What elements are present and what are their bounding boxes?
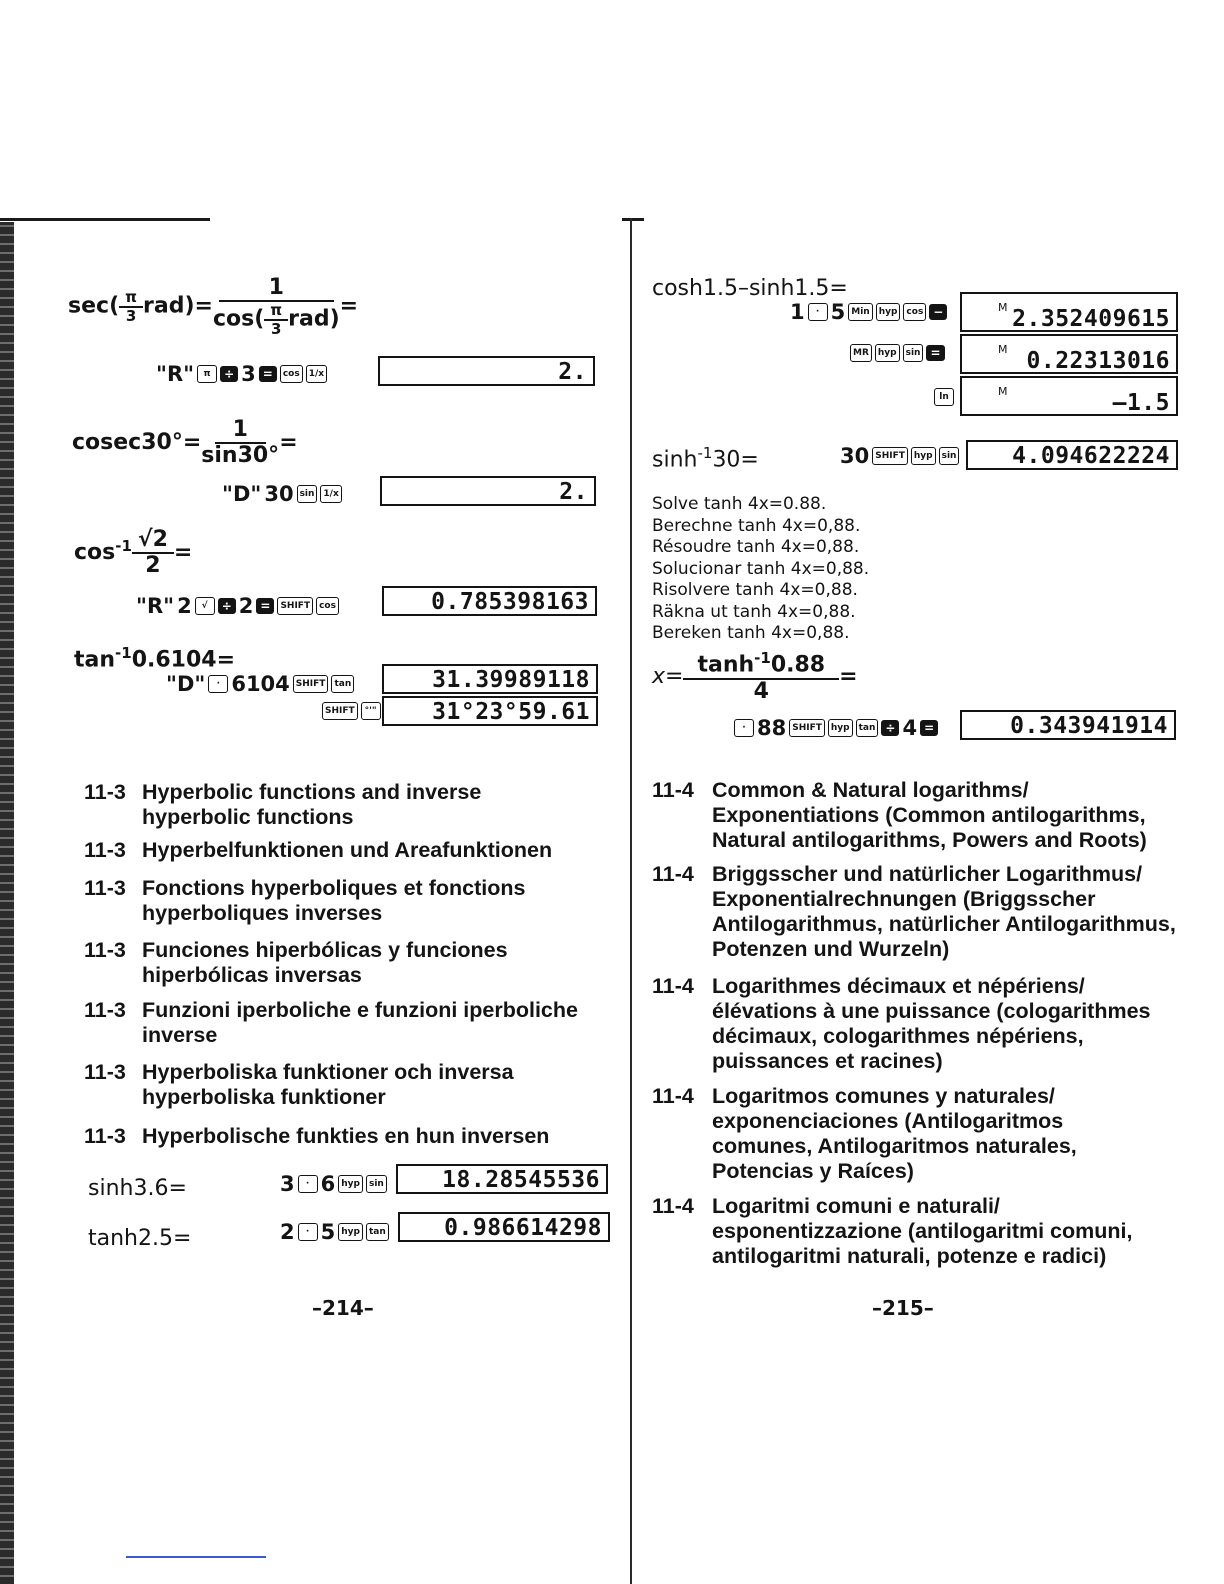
ln-result-display (960, 376, 1178, 416)
section-number: 11-3 (84, 998, 126, 1022)
difference-result-display (960, 334, 1178, 374)
heading-11-4-it (652, 1194, 1182, 1269)
top-rule-left (0, 218, 210, 221)
ln-key[interactable]: ln (934, 388, 954, 406)
heading-text: Logaritmos comunes y naturales/ exponenciaciones (Antilogaritmos comunes, Antilogaritmos naturales, Potencias y Raíces) (712, 1084, 1077, 1183)
solve-line-sv: Räkna ut tanh 4x=0,88. (652, 601, 856, 622)
atan-label: tan (74, 647, 116, 673)
minus-key[interactable]: − (929, 304, 947, 320)
atan-argument: 0.6104 (131, 647, 217, 673)
tanh-keystrokes (280, 1220, 389, 1244)
decimal-key[interactable]: · (734, 719, 754, 737)
x-denominator: 4 (753, 678, 769, 704)
mode-deg: "D" (222, 482, 262, 506)
solve-line-nl: Bereken tanh 4x=0,88. (652, 623, 850, 643)
section-number: 11-4 (652, 778, 694, 802)
equals-key[interactable]: = (926, 345, 944, 361)
tan-key[interactable]: tan (366, 1223, 389, 1241)
shift-key[interactable]: SHIFT (293, 675, 329, 693)
sinh-label: sinh3.6= (88, 1176, 187, 1201)
sinh-recall-keystrokes (850, 344, 945, 362)
solve-line-es: Solucionar tanh 4x=0,88. (652, 558, 870, 579)
heading-11-4-es (652, 1084, 1182, 1184)
left-page-shadow (0, 222, 14, 1584)
heading-text: Hyperbolic functions and inverse hyperbolic functions (142, 780, 482, 829)
key-digits: 5 (320, 1220, 336, 1244)
section-number: 11-3 (84, 838, 126, 862)
divide-key[interactable]: ÷ (218, 598, 236, 614)
section-number: 11-4 (652, 974, 694, 998)
divide-key[interactable]: ÷ (881, 720, 899, 736)
tanh-result-display: 0.986614298 (398, 1212, 610, 1242)
inverse-superscript: -1 (754, 649, 771, 667)
equals-sign: = (173, 540, 193, 566)
atan-dms-display: 31°23°59.61 (382, 696, 598, 726)
cosec-result-display: 2. (380, 476, 596, 506)
heading-11-4-de (652, 862, 1182, 962)
heading-text: Funzioni iperboliche e funzioni iperboliche inverse (142, 998, 578, 1047)
sin-key[interactable]: sin (903, 344, 924, 362)
decimal-key[interactable]: · (808, 303, 828, 321)
decimal-key[interactable]: · (208, 675, 228, 693)
difference-value: 0.22313016 (1026, 348, 1170, 374)
solve-line-it: Risolvere tanh 4x=0,88. (652, 580, 858, 600)
cosec-label: cosec30° (72, 430, 183, 456)
sec-label: sec (68, 293, 110, 319)
pi-key[interactable]: π (197, 365, 217, 383)
key-digits: 1 (790, 300, 805, 324)
mode-rad: "R" (156, 362, 195, 386)
decimal-key[interactable]: · (298, 1223, 318, 1241)
acos-result-display: 0.785398163 (382, 586, 597, 616)
min-key[interactable]: Min (848, 303, 872, 321)
heading-text: Hyperbolische funkties en hun inversen (142, 1124, 550, 1148)
x-keystrokes (734, 716, 938, 740)
sqrt-key[interactable]: √ (195, 597, 215, 615)
cos-key[interactable]: cos (316, 597, 339, 615)
asinh-result-display: 4.094622224 (966, 440, 1178, 470)
cosec-equation (72, 418, 298, 468)
section-number: 11-4 (652, 1194, 694, 1218)
section-number: 11-3 (84, 1060, 126, 1084)
mr-key[interactable]: MR (850, 344, 872, 362)
heading-text: Fonctions hyperboliques et fonctions hyperboliques inverses (142, 876, 526, 925)
tanh-argument: 0.88 (770, 652, 826, 678)
heading-11-3-fr (84, 876, 604, 926)
heading-11-3-de (84, 838, 624, 863)
solve-instructions (652, 494, 869, 645)
sec-den-unit: rad (288, 306, 330, 332)
sinh-keystrokes (280, 1172, 387, 1196)
sec-frac-num: π (119, 289, 143, 308)
page-number-left: –214– (312, 1296, 374, 1320)
heading-text: Logaritmi comuni e naturali/ esponentizzazione (antilogaritmi comuni, antilogaritmi naturali, potenze e radici) (712, 1194, 1133, 1268)
heading-11-4-fr (652, 974, 1182, 1074)
decimal-key[interactable]: · (298, 1175, 318, 1193)
atan-dms-keystrokes (322, 702, 381, 720)
heading-11-3-en (84, 780, 564, 830)
key-digits: 3 (280, 1172, 295, 1196)
solve-line-de: Berechne tanh 4x=0,88. (652, 515, 861, 536)
cos-key[interactable]: cos (903, 303, 926, 321)
x-label: x= (652, 663, 684, 689)
mode-rad: "R" (136, 594, 175, 618)
tan-key[interactable]: tan (856, 719, 879, 737)
shift-key[interactable]: SHIFT (789, 719, 825, 737)
key-digits: 2 (238, 594, 254, 618)
cosh-value: 2.352409615 (1012, 306, 1170, 332)
book-spine (630, 218, 632, 1584)
heading-11-3-nl (84, 1124, 624, 1149)
key-digits: 6104 (231, 672, 290, 696)
hyp-key[interactable]: hyp (875, 344, 900, 362)
solve-line-en: Solve tanh 4x=0.88. (652, 494, 827, 514)
sin-key[interactable]: sin (939, 447, 960, 465)
key-digits: 2 (177, 594, 192, 618)
tan-key[interactable]: tan (331, 675, 354, 693)
shift-key[interactable]: SHIFT (277, 597, 313, 615)
atan-keystrokes (166, 672, 354, 696)
sec-den-frac-den: 3 (270, 319, 282, 338)
acos-equation (74, 528, 192, 578)
dms-key[interactable]: °'" (361, 702, 381, 720)
heading-11-3-es (84, 938, 604, 988)
atan-equation (74, 644, 235, 672)
cosec-denominator: sin30° (201, 443, 280, 469)
equals-sign: = (216, 647, 236, 673)
cosh-label: cosh1.5–sinh1.5= (652, 276, 848, 301)
key-digits: 88 (757, 716, 787, 740)
sec-den-fn: cos (212, 306, 255, 332)
key-digits: 30 (840, 444, 870, 468)
key-digits: 6 (320, 1172, 336, 1196)
key-digits: 30 (264, 482, 294, 506)
memory-indicator: M (998, 343, 1008, 356)
section-number: 11-4 (652, 862, 694, 886)
section-number: 11-3 (84, 1124, 126, 1148)
reciprocal-key[interactable]: 1/x (320, 485, 341, 503)
mode-deg: "D" (166, 672, 206, 696)
x-equation (652, 650, 858, 704)
heading-text: Briggsscher und natürlicher Logarithmus/ Exponentialrechnungen (Briggsscher Antilogarithmus, natürlicher Antilogarithmus, Potenzen und Wurzeln) (712, 862, 1176, 961)
spine-top-mark (622, 218, 644, 221)
heading-11-4-en (652, 778, 1182, 853)
solve-line-fr: Résoudre tanh 4x=0,88. (652, 537, 860, 557)
ln-value: –1.5 (1112, 390, 1170, 416)
key-digits: 3 (241, 362, 256, 386)
reciprocal-key[interactable]: 1/x (306, 365, 327, 383)
asinh-label: sinh (652, 447, 698, 473)
equals-key[interactable]: = (256, 598, 274, 614)
section-number: 11-3 (84, 780, 126, 804)
acos-denominator: 2 (145, 553, 161, 579)
tanh-label: tanh2.5= (88, 1226, 192, 1251)
cosec-numerator: 1 (215, 418, 266, 444)
equals-key[interactable]: = (920, 720, 938, 736)
heading-11-3-sv (84, 1060, 604, 1110)
asinh-equation (652, 444, 759, 472)
atan-result-display: 31.39989118 (382, 664, 598, 694)
sin-key[interactable]: sin (366, 1175, 387, 1193)
memory-indicator: M (998, 385, 1008, 398)
heading-11-3-it (84, 998, 624, 1048)
cosh-result-display (960, 292, 1178, 332)
equals-sign: = (839, 663, 858, 689)
sec-numerator: 1 (219, 276, 334, 302)
inverse-superscript: -1 (697, 444, 713, 462)
key-digits: 2 (280, 1220, 295, 1244)
key-digits: 4 (902, 716, 918, 740)
memory-indicator: M (998, 301, 1008, 314)
heading-text: Common & Natural logarithms/ Exponentiations (Common antilogarithms, Natural antilogarithms, Powers and Roots) (712, 778, 1147, 852)
sec-unit: rad (143, 293, 185, 319)
shift-key[interactable]: SHIFT (322, 702, 358, 720)
sinh-result-display: 18.28545536 (396, 1164, 608, 1194)
heading-text: Logarithmes décimaux et népériens/ élévations à une puissance (cologarithmes décimaux, cologarithmes népériens, puissances et racines) (712, 974, 1151, 1073)
inverse-superscript: -1 (115, 536, 132, 555)
section-number: 11-3 (84, 876, 126, 900)
asinh-argument: 30= (712, 447, 759, 473)
tanh-fn: tanh (697, 652, 755, 678)
acos-keystrokes (136, 594, 339, 618)
sec-frac-den: 3 (125, 306, 137, 325)
heading-text: Hyperbelfunktionen und Areafunktionen (142, 838, 553, 862)
cos-key[interactable]: cos (280, 365, 303, 383)
equals-sign: = (339, 293, 359, 319)
sin-key[interactable]: sin (297, 485, 318, 503)
heading-text: Funciones hiperbólicas y funciones hiperbólicas inversas (142, 938, 508, 987)
asinh-keystrokes (840, 444, 959, 468)
inverse-superscript: -1 (115, 644, 132, 662)
equals-sign: = (182, 430, 202, 456)
sec-equation: sec( $\frac{\pi}{3}$ rad)= 1 cos( $\frac{\pi}{3}$ rad) = (68, 275, 359, 338)
heading-text: Hyperboliska funktioner och inversa hyperboliska funktioner (142, 1060, 514, 1109)
cosec-keystrokes (222, 482, 342, 506)
x-result-display: 0.343941914 (960, 710, 1176, 740)
acos-label: cos (74, 540, 116, 566)
sec-keystrokes (156, 362, 327, 386)
sec-den-frac-num: π (264, 302, 288, 321)
hyp-key[interactable]: hyp (828, 719, 853, 737)
acos-numerator: √2 (132, 528, 174, 554)
divide-key[interactable]: ÷ (220, 366, 238, 382)
hyp-key[interactable]: hyp (338, 1223, 363, 1241)
section-number: 11-4 (652, 1084, 694, 1108)
cosh-keystrokes (790, 300, 947, 324)
key-digits: 5 (830, 300, 846, 324)
blue-underline (126, 1556, 266, 1558)
hyp-key[interactable]: hyp (876, 303, 901, 321)
page-number-right: –215– (872, 1296, 934, 1320)
equals-sign: = (194, 293, 213, 319)
equals-key[interactable]: = (259, 366, 277, 382)
hyp-key[interactable]: hyp (911, 447, 936, 465)
equals-sign: = (279, 430, 298, 456)
sec-result-display: 2. (378, 356, 595, 386)
ln-keystroke (934, 388, 954, 406)
hyp-key[interactable]: hyp (338, 1175, 363, 1193)
section-number: 11-3 (84, 938, 126, 962)
shift-key[interactable]: SHIFT (872, 447, 908, 465)
